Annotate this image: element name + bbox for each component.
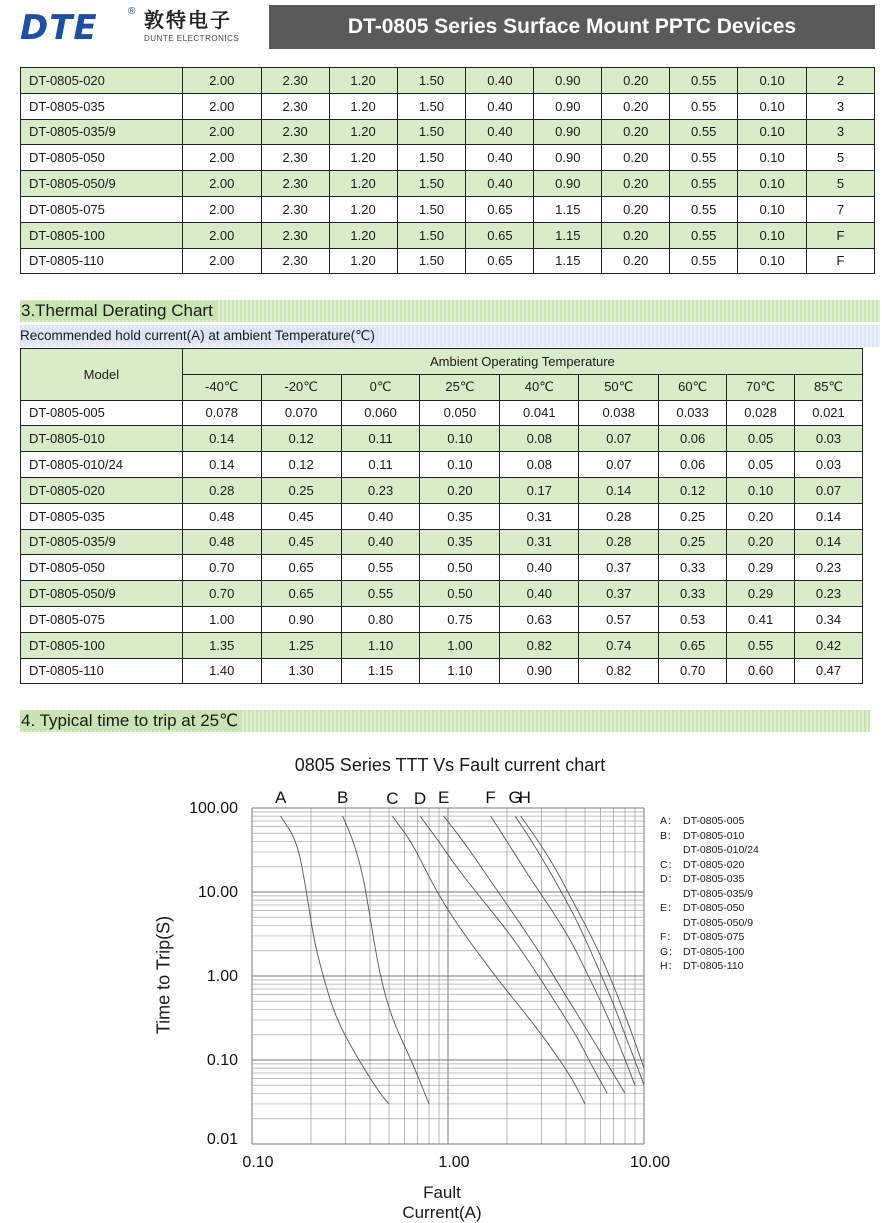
- hold-current-cell: 0.060: [341, 400, 420, 426]
- value-cell: 0.10: [738, 93, 807, 119]
- legend-key: E：: [660, 902, 678, 914]
- value-cell: 0.90: [534, 145, 602, 171]
- hold-current-cell: 0.14: [795, 529, 863, 555]
- x-axis-label: Fault Current(A): [402, 1183, 482, 1222]
- hold-current-cell: 0.25: [659, 503, 727, 529]
- hold-current-cell: 0.23: [795, 555, 863, 581]
- value-cell: 2.00: [182, 119, 261, 145]
- value-cell: 2.00: [182, 68, 261, 94]
- y-tick-label: 100.00: [189, 800, 238, 817]
- value-cell: 2.00: [182, 222, 261, 248]
- value-cell: 1.50: [397, 171, 466, 197]
- hold-current-cell: 0.10: [420, 426, 500, 452]
- legend-model: DT-0805-020: [683, 858, 745, 871]
- model-cell: DT-0805-100: [21, 222, 183, 248]
- hold-current-cell: 0.29: [727, 581, 795, 607]
- hold-current-cell: 0.80: [341, 606, 420, 632]
- value-cell: 0.65: [466, 248, 534, 274]
- logo-english-name: DUNTE ELECTRONICS: [144, 34, 240, 43]
- hold-current-cell: 0.48: [182, 503, 261, 529]
- legend-entry: [660, 959, 759, 974]
- value-cell: 1.50: [397, 248, 466, 274]
- hold-current-cell: 0.82: [500, 632, 579, 658]
- value-cell: 2.30: [261, 196, 329, 222]
- hold-current-cell: 1.25: [261, 632, 341, 658]
- hold-current-cell: 0.90: [261, 606, 341, 632]
- hold-current-cell: 0.17: [500, 477, 579, 503]
- logo-chinese-name: 敦特电子: [144, 10, 232, 32]
- model-cell: DT-0805-050: [21, 555, 183, 581]
- value-cell: F: [807, 248, 875, 274]
- hold-current-cell: 0.14: [795, 503, 863, 529]
- hold-current-cell: 0.11: [341, 426, 420, 452]
- value-cell: 3: [807, 119, 875, 145]
- hold-current-cell: 0.021: [795, 400, 863, 426]
- legend-key: F：: [660, 931, 677, 943]
- temperature-header: 40℃: [500, 374, 579, 400]
- legend-entry: [660, 945, 759, 960]
- hold-current-cell: 0.37: [579, 555, 659, 581]
- value-cell: 0.55: [670, 145, 738, 171]
- value-cell: 1.20: [329, 68, 397, 94]
- hold-current-cell: 0.23: [795, 581, 863, 607]
- temperature-header: 60℃: [659, 374, 727, 400]
- hold-current-cell: 0.90: [500, 658, 579, 684]
- legend-entry: [660, 901, 759, 916]
- curve-label: B: [336, 788, 349, 807]
- curve-label: G: [508, 788, 522, 807]
- value-cell: 0.10: [738, 68, 807, 94]
- legend-entry: [660, 843, 759, 858]
- ttt-section-title: 4. Typical time to trip at 25℃: [20, 711, 242, 730]
- hold-current-cell: 0.14: [182, 426, 261, 452]
- hold-current-cell: 0.28: [579, 503, 659, 529]
- hold-current-cell: 0.11: [341, 452, 420, 478]
- curve-label: D: [413, 789, 427, 808]
- hold-current-cell: 0.40: [341, 529, 420, 555]
- legend-key: C：: [660, 858, 679, 871]
- value-cell: 0.20: [602, 93, 670, 119]
- value-cell: 0.10: [738, 119, 807, 145]
- hold-current-cell: 0.23: [341, 477, 420, 503]
- logo-mark: DTE: [20, 8, 98, 48]
- value-cell: 0.90: [534, 68, 602, 94]
- legend-key: [660, 887, 683, 902]
- legend-key: A：: [660, 815, 678, 827]
- hold-current-cell: 0.31: [500, 529, 579, 555]
- model-column-header: Model: [21, 349, 183, 401]
- hold-current-cell: 0.07: [579, 426, 659, 452]
- value-cell: 1.15: [534, 196, 602, 222]
- value-cell: 2.30: [261, 119, 329, 145]
- value-cell: 0.90: [534, 171, 602, 197]
- hold-current-cell: 0.70: [182, 555, 261, 581]
- value-cell: 1.50: [397, 68, 466, 94]
- series-curve-C: [392, 816, 585, 1104]
- hold-current-cell: 0.12: [261, 452, 341, 478]
- hold-current-cell: 0.03: [795, 426, 863, 452]
- hold-current-cell: 0.50: [420, 581, 500, 607]
- model-cell: DT-0805-110: [21, 248, 183, 274]
- hold-current-cell: 0.35: [420, 529, 500, 555]
- value-cell: 0.90: [534, 93, 602, 119]
- series-curve-E: [444, 816, 625, 1093]
- hold-current-cell: 0.078: [182, 400, 261, 426]
- hold-current-cell: 0.65: [659, 632, 727, 658]
- value-cell: 5: [807, 145, 875, 171]
- legend-entry: [660, 829, 759, 844]
- y-tick-label: 0.10: [206, 1052, 238, 1069]
- hold-current-cell: 0.14: [579, 477, 659, 503]
- hold-current-cell: 0.20: [727, 529, 795, 555]
- hold-current-cell: 1.15: [341, 658, 420, 684]
- hold-current-cell: 0.47: [795, 658, 863, 684]
- temperature-header: 70℃: [727, 374, 795, 400]
- y-tick-label: 0.01: [206, 1131, 238, 1148]
- model-cell: DT-0805-020: [21, 68, 183, 94]
- hold-current-cell: 0.82: [579, 658, 659, 684]
- model-cell: DT-0805-050/9: [21, 171, 183, 197]
- value-cell: 2.00: [182, 145, 261, 171]
- value-cell: 0.55: [670, 68, 738, 94]
- value-cell: 1.15: [534, 222, 602, 248]
- x-tick-label: 10.00: [629, 1154, 671, 1171]
- value-cell: 1.20: [329, 222, 397, 248]
- legend-key: D：: [660, 873, 679, 885]
- hold-current-cell: 0.05: [727, 452, 795, 478]
- value-cell: 0.20: [602, 119, 670, 145]
- hold-current-cell: 0.028: [727, 400, 795, 426]
- legend-entry: [660, 814, 759, 829]
- value-cell: 1.50: [397, 145, 466, 171]
- hold-current-cell: 0.03: [795, 452, 863, 478]
- model-cell: DT-0805-035: [21, 503, 183, 529]
- legend-key: [660, 916, 683, 931]
- value-cell: 0.20: [602, 196, 670, 222]
- hold-current-cell: 0.55: [341, 555, 420, 581]
- hold-current-cell: 0.70: [182, 581, 261, 607]
- model-cell: DT-0805-010/24: [21, 452, 183, 478]
- hold-current-cell: 1.10: [341, 632, 420, 658]
- model-cell: DT-0805-075: [21, 606, 183, 632]
- series-curve-B: [343, 816, 429, 1104]
- value-cell: 2.00: [182, 248, 261, 274]
- hold-current-cell: 0.74: [579, 632, 659, 658]
- value-cell: 0.55: [670, 248, 738, 274]
- hold-current-cell: 0.33: [659, 581, 727, 607]
- hold-current-cell: 1.00: [420, 632, 500, 658]
- hold-current-cell: 0.70: [659, 658, 727, 684]
- hold-current-cell: 0.038: [579, 400, 659, 426]
- value-cell: 0.65: [466, 196, 534, 222]
- value-cell: 1.20: [329, 171, 397, 197]
- legend-entry: [660, 930, 759, 945]
- value-cell: 2.30: [261, 171, 329, 197]
- legend-model: DT-0805-035/9: [683, 887, 754, 900]
- chart-title: 0805 Series TTT Vs Fault current chart: [294, 755, 606, 775]
- value-cell: 0.90: [534, 119, 602, 145]
- model-cell: DT-0805-100: [21, 632, 183, 658]
- hold-current-cell: 0.12: [261, 426, 341, 452]
- legend-entry: [660, 858, 759, 873]
- curve-label: A: [274, 788, 287, 807]
- hold-current-cell: 0.07: [579, 452, 659, 478]
- value-cell: 1.20: [329, 145, 397, 171]
- legend-key: G：: [660, 945, 679, 958]
- legend-key: [660, 843, 683, 858]
- hold-current-cell: 0.050: [420, 400, 500, 426]
- value-cell: 2.30: [261, 222, 329, 248]
- model-cell: DT-0805-035: [21, 93, 183, 119]
- value-cell: 2.30: [261, 248, 329, 274]
- value-cell: 5: [807, 171, 875, 197]
- value-cell: 0.40: [466, 171, 534, 197]
- value-cell: F: [807, 222, 875, 248]
- temperature-header: 0℃: [341, 374, 420, 400]
- legend-model: DT-0805-010/24: [683, 844, 759, 856]
- value-cell: 0.55: [670, 119, 738, 145]
- hold-current-cell: 0.45: [261, 503, 341, 529]
- legend-model: DT-0805-050: [683, 902, 745, 914]
- value-cell: 1.20: [329, 119, 397, 145]
- value-cell: 0.10: [738, 196, 807, 222]
- model-cell: DT-0805-035/9: [21, 119, 183, 145]
- hold-current-cell: 0.033: [659, 400, 727, 426]
- hold-current-cell: 1.35: [182, 632, 261, 658]
- value-cell: 0.10: [738, 145, 807, 171]
- page-title: DT-0805 Series Surface Mount PPTC Devices: [269, 5, 875, 49]
- legend-model: DT-0805-075: [683, 931, 745, 943]
- value-cell: 0.65: [466, 222, 534, 248]
- hold-current-cell: 0.42: [795, 632, 863, 658]
- hold-current-cell: 0.10: [420, 452, 500, 478]
- value-cell: 0.20: [602, 171, 670, 197]
- hold-current-cell: 1.10: [420, 658, 500, 684]
- model-cell: DT-0805-050/9: [21, 581, 183, 607]
- value-cell: 2.30: [261, 93, 329, 119]
- value-cell: 0.20: [602, 68, 670, 94]
- value-cell: 2.00: [182, 171, 261, 197]
- hold-current-cell: 0.33: [659, 555, 727, 581]
- temperature-header: 50℃: [579, 374, 659, 400]
- legend-model: DT-0805-010: [683, 829, 745, 842]
- hold-current-cell: 0.53: [659, 606, 727, 632]
- hold-current-cell: 0.25: [261, 477, 341, 503]
- value-cell: 1.20: [329, 248, 397, 274]
- temperature-header: -20℃: [261, 374, 341, 400]
- hold-current-cell: 0.070: [261, 400, 341, 426]
- chart-legend: [660, 814, 759, 974]
- y-tick-label: 10.00: [197, 884, 238, 901]
- legend-model: DT-0805-100: [683, 945, 745, 958]
- value-cell: 2.30: [261, 68, 329, 94]
- value-cell: 7: [807, 196, 875, 222]
- hold-current-cell: 0.45: [261, 529, 341, 555]
- thermal-subtitle: Recommended hold current(A) at ambient Temperature(℃): [20, 328, 379, 343]
- value-cell: 0.55: [670, 196, 738, 222]
- legend-model: DT-0805-005: [683, 815, 745, 827]
- legend-entry: [660, 916, 759, 931]
- hold-current-cell: 0.50: [420, 555, 500, 581]
- hold-current-cell: 0.05: [727, 426, 795, 452]
- temperature-header: -40℃: [182, 374, 261, 400]
- hold-current-cell: 0.48: [182, 529, 261, 555]
- hold-current-cell: 0.31: [500, 503, 579, 529]
- value-cell: 0.20: [602, 145, 670, 171]
- value-cell: 0.10: [738, 222, 807, 248]
- model-cell: DT-0805-050: [21, 145, 183, 171]
- hold-current-cell: 0.40: [500, 555, 579, 581]
- hold-current-cell: 0.35: [420, 503, 500, 529]
- hold-current-cell: 0.28: [579, 529, 659, 555]
- x-tick-label: 0.10: [242, 1154, 274, 1171]
- thermal-section-title: 3.Thermal Derating Chart: [20, 301, 217, 320]
- value-cell: 0.55: [670, 171, 738, 197]
- hold-current-cell: 0.08: [500, 452, 579, 478]
- hold-current-cell: 0.65: [261, 581, 341, 607]
- temperature-header: 85℃: [795, 374, 863, 400]
- hold-current-cell: 0.63: [500, 606, 579, 632]
- value-cell: 0.55: [670, 93, 738, 119]
- model-cell: DT-0805-005: [21, 400, 183, 426]
- value-cell: 2.00: [182, 196, 261, 222]
- legend-entry: [660, 887, 759, 902]
- legend-key: H：: [660, 960, 679, 972]
- value-cell: 0.40: [466, 93, 534, 119]
- value-cell: 2.30: [261, 145, 329, 171]
- hold-current-cell: 0.20: [727, 503, 795, 529]
- hold-current-cell: 1.30: [261, 658, 341, 684]
- legend-model: DT-0805-110: [683, 960, 744, 972]
- hold-current-cell: 0.25: [659, 529, 727, 555]
- hold-current-cell: 0.07: [795, 477, 863, 503]
- y-axis-label: Time to Trip(S): [153, 915, 174, 1035]
- x-tick-label: 1.00: [438, 1154, 470, 1171]
- hold-current-cell: 0.10: [727, 477, 795, 503]
- legend-key: B：: [660, 829, 678, 842]
- value-cell: 0.40: [466, 119, 534, 145]
- value-cell: 1.50: [397, 222, 466, 248]
- temperature-header: 25℃: [420, 374, 500, 400]
- curve-label: F: [485, 788, 496, 807]
- hold-current-cell: 0.40: [500, 581, 579, 607]
- value-cell: 0.20: [602, 248, 670, 274]
- model-cell: DT-0805-075: [21, 196, 183, 222]
- curve-label: C: [386, 789, 399, 808]
- legend-entry: [660, 872, 759, 887]
- value-cell: 1.50: [397, 119, 466, 145]
- model-cell: DT-0805-110: [21, 658, 183, 684]
- legend-model: DT-0805-050/9: [683, 916, 754, 929]
- hold-current-cell: 0.12: [659, 477, 727, 503]
- model-cell: DT-0805-020: [21, 477, 183, 503]
- hold-current-cell: 0.08: [500, 426, 579, 452]
- hold-current-cell: 0.041: [500, 400, 579, 426]
- hold-current-cell: 0.34: [795, 606, 863, 632]
- hold-current-cell: 0.55: [727, 632, 795, 658]
- hold-current-cell: 1.00: [182, 606, 261, 632]
- y-tick-label: 1.00: [206, 968, 238, 985]
- hold-current-cell: 0.06: [659, 426, 727, 452]
- value-cell: 0.10: [738, 171, 807, 197]
- hold-current-cell: 0.06: [659, 452, 727, 478]
- hold-current-cell: 0.75: [420, 606, 500, 632]
- value-cell: 1.20: [329, 196, 397, 222]
- hold-current-cell: 0.41: [727, 606, 795, 632]
- value-cell: 0.10: [738, 248, 807, 274]
- legend-model: DT-0805-035: [683, 873, 745, 885]
- hold-current-cell: 0.28: [182, 477, 261, 503]
- hold-current-cell: 0.20: [420, 477, 500, 503]
- registered-mark: ®: [128, 6, 136, 17]
- ambient-temperature-header: Ambient Operating Temperature: [182, 349, 862, 375]
- model-cell: DT-0805-010: [21, 426, 183, 452]
- hold-current-cell: 0.60: [727, 658, 795, 684]
- hold-current-cell: 1.40: [182, 658, 261, 684]
- value-cell: 1.50: [397, 196, 466, 222]
- value-cell: 2: [807, 68, 875, 94]
- hold-current-cell: 0.37: [579, 581, 659, 607]
- curve-label: E: [437, 788, 450, 807]
- value-cell: 1.15: [534, 248, 602, 274]
- curve-label: H: [518, 788, 531, 807]
- value-cell: 1.50: [397, 93, 466, 119]
- value-cell: 0.55: [670, 222, 738, 248]
- value-cell: 1.20: [329, 93, 397, 119]
- hold-current-cell: 0.29: [727, 555, 795, 581]
- value-cell: 2.00: [182, 93, 261, 119]
- model-cell: DT-0805-035/9: [21, 529, 183, 555]
- value-cell: 0.20: [602, 222, 670, 248]
- hold-current-cell: 0.57: [579, 606, 659, 632]
- hold-current-cell: 0.65: [261, 555, 341, 581]
- hold-current-cell: 0.40: [341, 503, 420, 529]
- hold-current-cell: 0.14: [182, 452, 261, 478]
- hold-current-cell: 0.55: [341, 581, 420, 607]
- value-cell: 0.40: [466, 145, 534, 171]
- series-curve-A: [281, 816, 389, 1104]
- value-cell: 3: [807, 93, 875, 119]
- value-cell: 0.40: [466, 68, 534, 94]
